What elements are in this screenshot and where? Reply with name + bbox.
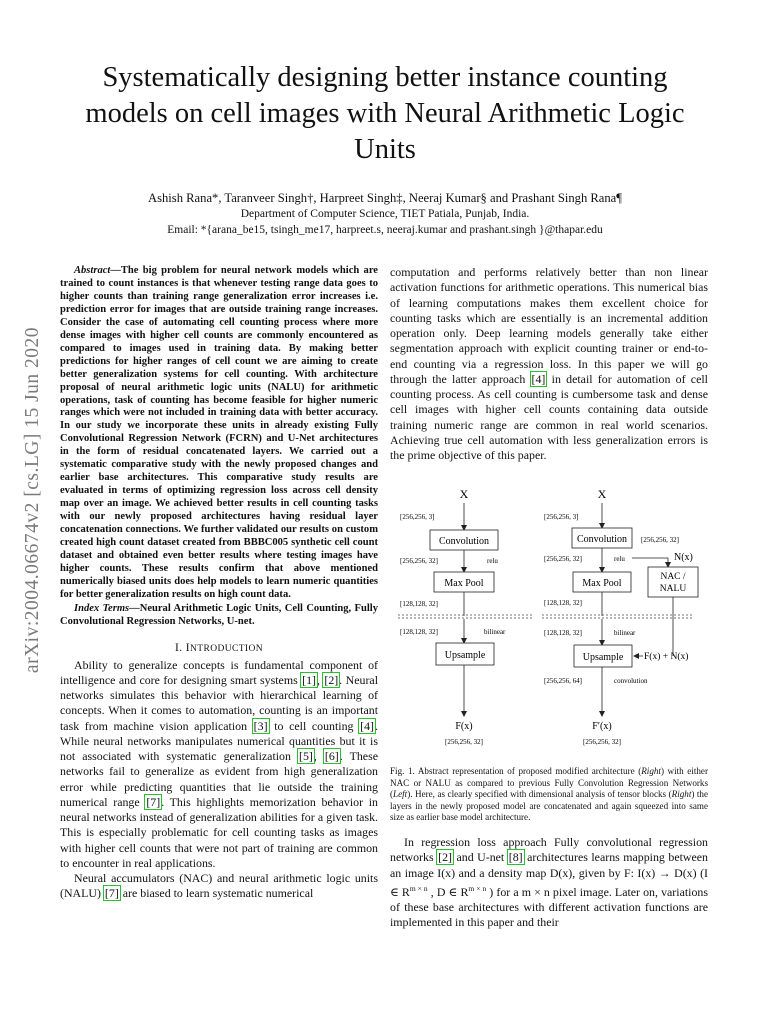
left-pool-label: Max Pool: [444, 578, 484, 589]
nx-label: N(x): [674, 552, 693, 563]
text-run: architectures learns mapping between an image I(x) and a density map D(x), given by F: I(x) → D(x) (I ∈ R: [390, 850, 708, 899]
text-run: ) for a m × n pixel image. Later on, variations of these base architectures with different activation functions are implemented in this paper and their: [390, 884, 708, 930]
paper-title: Systematically designing better instance counting models on cell images with Neural Arithmetic Logic Units: [85, 62, 685, 165]
text-run: . While neural networks manipulates numerical quantities but it is not associated with systematic generalization: [60, 718, 379, 764]
right-upsample-label: Upsample: [582, 652, 624, 663]
author-list: Ashish Rana*, Taranveer Singh†, Harpreet Singh‡, Neeraj Kumar§ and Prashant Singh Rana¶: [148, 191, 622, 205]
section-title-rest: NTRODUCTION: [190, 643, 264, 654]
text-run: In regression loss approach Fully convolutional regression networks: [390, 835, 708, 865]
dim-label: [256,256, 3]: [400, 513, 435, 521]
citation-link[interactable]: [3]: [253, 718, 268, 733]
sum-label: F(x) + N(x): [644, 652, 689, 662]
dim-label: [256,256, 32]: [544, 555, 582, 563]
citation-link[interactable]: [4]: [531, 371, 546, 386]
right-pool-label: Max Pool: [582, 578, 622, 589]
intro-paragraph-1: [60, 658, 378, 872]
left-upsample-label: Upsample: [444, 650, 486, 661]
text-run: and U-net: [452, 850, 508, 865]
text-run: to cell counting: [268, 718, 360, 733]
dim-label: [128,128, 32]: [400, 600, 438, 608]
text-run: computation and performs relatively better than non linear activation functions for arithmetic operations. This numerical bias of learning computations makes them excellent choice for counting tasks which are essentially is an incremental addition operation only. Deep learning models generally take either segmentation approach with explicit counting trainer or end-to-end counting via a regression loss. In this paper we will go through the latter approach: [390, 265, 708, 386]
right-input-label: X: [597, 487, 607, 501]
left-output-label: F(x): [455, 721, 473, 732]
figure-1: [392, 478, 708, 758]
text-run: ) the layers in the newly proposed model are concatenated and again squeezed into same size as earlier base model architecture.: [390, 789, 708, 823]
text-run: ). Here, as clearly specified with dimensional analysis of tensor blocks (: [407, 789, 672, 800]
right-column-lower: [390, 835, 708, 930]
index-terms-lead: Index Terms: [74, 602, 130, 614]
affiliation: Department of Computer Science, TIET Patiala, Punjab, India.: [240, 208, 530, 220]
dim-label: [128,128, 32]: [544, 629, 582, 637]
citation-link[interactable]: [5]: [299, 749, 313, 764]
abstract-text: —The big problem for neural network models which are trained to count instances is that whenever testing range data goes to higher counts than training range generalization error increases i.e. prediction error for images that are outside training range increases. Consider the case of automating cell counting process where more dense images with higher cell counts are commonly encountered as compared to images used in training data. By making better predictions for higher ranges of cell count we are aiming to create better generalization systems for cell counting. With architecture proposal of neural arithmetic logic units (NALU) for arithmetic operations, task of counting has become feasible for higher numeric ranges which were not included in training data with better accuracy. In our study we incorporate these units in already existing Fully Convolutional Regression Network (FCRN) and U-Net architectures in the form of residual concatenated layers. We carried out a systematic comparative study with the newly proposed changes and earlier base architectures. This comparative study results are evaluated in terms of optimizing regression loss across cell density map over an image. We achieved better results in cell counting tasks with our newly proposed architectures having residual layer concatenation connections. We further validated our results on custom created high count dataset created from BBBC005 synthetic cell count dataset and obtained even better results where testing images have higher counts. These results confirm that above mentioned numerically biased units does help models to learn numeric quantities for better generalization results on high count data.: [60, 265, 378, 600]
index-terms: [60, 603, 378, 629]
text-run: Left: [393, 789, 408, 800]
citation-link[interactable]: [7]: [146, 794, 161, 809]
dim-label: [256,256, 32]: [445, 738, 483, 746]
text-run: Right: [671, 789, 692, 800]
text-run: ) with either NAC or NALU as compared to previous Fully Convolution Regression Networks (: [390, 766, 708, 800]
activation-label: relu: [487, 557, 498, 565]
interp-label: bilinear: [614, 629, 636, 637]
citation-link[interactable]: [7]: [104, 886, 119, 901]
citation-link[interactable]: [6]: [324, 749, 339, 764]
intro-paragraph-2: [60, 871, 378, 902]
citation-link[interactable]: [1]: [302, 672, 316, 687]
right-output-label: F′(x): [592, 721, 612, 732]
text-run: Neural accumulators (NAC) and neural arithmetic logic units (NALU): [60, 871, 378, 901]
right-conv-label: Convolution: [576, 534, 628, 545]
email-line: Email: *{arana_be15, tsingh_me17, harpreet.s, neeraj.kumar and prashant.singh }@thapar.edu: [167, 224, 603, 236]
dim-label: [128,128, 32]: [544, 599, 582, 607]
citation-link[interactable]: [4]: [360, 718, 375, 733]
arxiv-stamp-text: arXiv:2004.06674v2 [cs.LG] 15 Jun 2020: [22, 326, 43, 674]
section-numeral: I.: [174, 641, 183, 654]
text-run: . These networks fail to generalize as evident from high generalization error while predicting quantities that lie outside the training numerical range: [60, 749, 378, 809]
section-heading-introduction: [60, 642, 378, 654]
text-run: are biased to learn systematic numerical: [119, 886, 314, 901]
text-run: ,: [317, 672, 324, 687]
text-run: ,: [313, 749, 324, 764]
right-column: [390, 265, 708, 463]
text-run: Ability to generalize concepts is fundamental component of intelligence and core for designing smart systems: [60, 657, 378, 687]
text-run: . This highlights memorization behavior in neural networks instead of generalization abilities for a given task. This is especially problematic for cell counting tasks as images with higher cell counts that were not part of training are common to encounter in real applications.: [60, 794, 379, 870]
right-paragraph-2: [390, 835, 708, 930]
citation-link[interactable]: [8]: [508, 850, 523, 865]
architecture-diagram: [392, 478, 708, 758]
dim-label: [256,256, 3]: [544, 513, 579, 521]
text-run: . Neural networks simulates this behavior with hierarchical learning of concepts. When it comes to automation, counting is an important task from machine vision application: [60, 672, 378, 733]
superscript: m × n: [468, 883, 487, 893]
right-paragraph-1: [390, 265, 708, 463]
dim-label: [128,128, 32]: [400, 628, 438, 636]
superscript: m × n: [409, 883, 428, 893]
text-run: Fig. 1. Abstract representation of proposed modified architecture (: [390, 766, 642, 776]
conv-op-label: convolution: [614, 677, 648, 685]
citation-link[interactable]: [2]: [324, 672, 339, 687]
text-run: in detail for automation of cell counting process. As cell counting is cumbersome task and dense cell images with higher cell counts containing data outside training numeric range are common in real world scenarios. Achieving true cell automation with less generalization errors is the prime objective of this paper.: [390, 371, 708, 462]
index-terms-text: —Neural Arithmetic Logic Units, Cell Counting, Fully Convolutional Regression Networks, U-net.: [60, 602, 378, 627]
figure-caption: [390, 766, 708, 824]
text-run: , D ∈ R: [427, 884, 469, 899]
left-column: [60, 265, 378, 902]
abstract: [60, 265, 378, 602]
section-title-first: I: [185, 641, 190, 654]
arxiv-stamp: [18, 270, 48, 730]
dim-label: [256,256, 32]: [400, 557, 438, 565]
nalu-label: NALU: [659, 584, 687, 594]
interp-label: bilinear: [484, 628, 506, 636]
left-input-label: X: [459, 487, 469, 501]
dim-label: [256,256, 32]: [583, 738, 621, 746]
activation-label: relu: [614, 555, 625, 563]
citation-link[interactable]: [2]: [438, 850, 452, 865]
nac-label: NAC /: [660, 572, 686, 582]
dim-label: [256,256, 32]: [641, 536, 679, 544]
dim-label: [256,256, 64]: [544, 677, 582, 685]
text-run: Right: [641, 766, 661, 776]
abstract-lead: Abstract: [74, 265, 111, 276]
left-conv-label: Convolution: [438, 536, 490, 547]
